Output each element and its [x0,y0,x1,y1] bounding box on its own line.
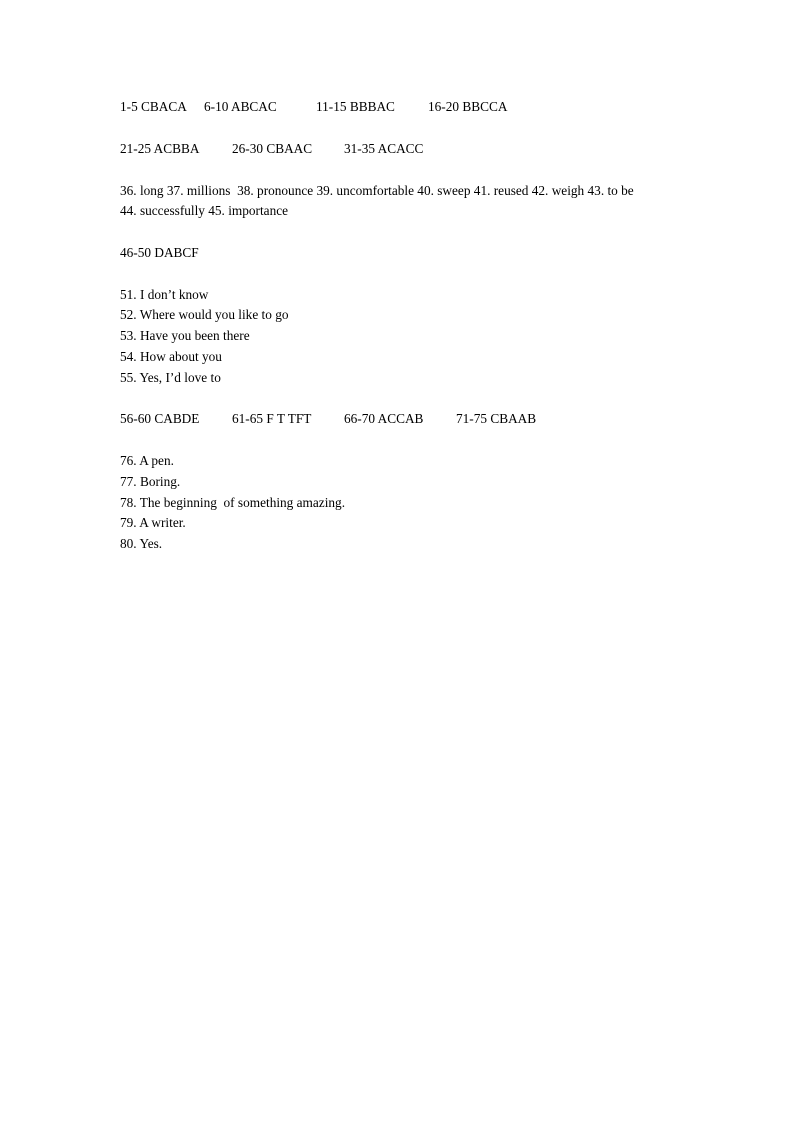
answers-44-45: 44. successfully 45. importance [120,203,289,218]
answer-80: 80. Yes. [120,536,163,551]
answers-46-50: 46-50 DABCF [120,245,199,260]
answer-51: 51. I don’t know [120,287,209,302]
answer-group-6-10: 6-10 ABCAC [204,99,277,114]
answer-78: 78. The beginning of something amazing. [120,495,346,510]
answer-76: 76. A pen. [120,453,174,468]
answer-group-56-60: 56-60 CABDE [120,411,200,426]
answer-group-66-70: 66-70 ACCAB [344,411,424,426]
answer-group-21-25: 21-25 ACBBA [120,141,200,156]
answer-77: 77. Boring. [120,474,181,489]
answer-53: 53. Have you been there [120,328,250,343]
answer-52: 52. Where would you like to go [120,307,289,322]
answer-group-11-15: 11-15 BBBAC [316,99,395,114]
answer-group-26-30: 26-30 CBAAC [232,141,313,156]
answer-group-1-5: 1-5 CBACA [120,99,187,114]
answer-79: 79. A writer. [120,515,186,530]
answers-36-43: 36. long 37. millions 38. pronounce 39. uncomfortable 40. sweep 41. reused 42. weigh 43. to be [120,183,634,198]
answer-group-61-65: 61-65 F T TFT [232,411,312,426]
answer-55: 55. Yes, I’d love to [120,370,221,385]
answers-56-75 [120,409,680,429]
answer-group-31-35: 31-35 ACACC [344,141,424,156]
answers-1-20 [120,97,680,117]
answers-21-35 [120,139,680,159]
answer-group-71-75: 71-75 CBAAB [456,411,537,426]
answer-54: 54. How about you [120,349,222,364]
answer-group-16-20: 16-20 BBCCA [428,99,508,114]
